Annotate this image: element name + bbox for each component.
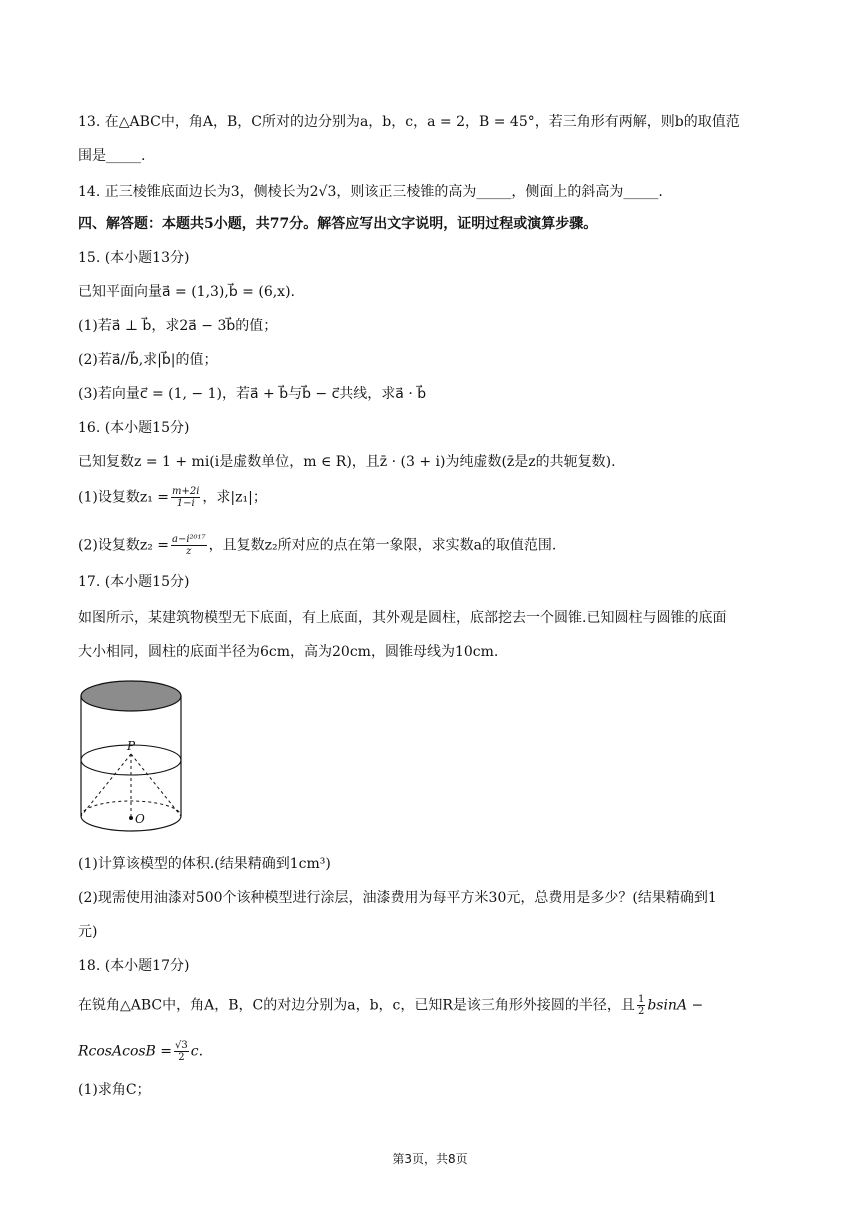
question-16-part-2	[78, 534, 556, 557]
question-18-stem-1	[78, 994, 703, 1017]
question-15-stem: 已知平面向量a⃗ = (1,3),b⃗ = (6,x).	[78, 284, 295, 300]
label-o: O	[135, 812, 145, 826]
q18-half-denominator: 2	[637, 1006, 645, 1017]
question-17-part-1: (1)计算该模型的体积.(结果精确到1cm³)	[78, 856, 331, 872]
question-16-header: 16. (本小题15分)	[78, 420, 190, 436]
section-4-heading: 四、解答题：本题共5小题，共77分。解答应写出文字说明，证明过程或演算步骤。	[78, 216, 598, 232]
q16-2-prefix: (2)设复数z₂ =	[78, 537, 169, 554]
cylinder-top-face	[81, 681, 181, 711]
question-15-part-1: (1)若a⃗ ⊥ b⃗，求2a⃗ − 3b⃗的值；	[78, 318, 278, 334]
question-15-header: 15. (本小题13分)	[78, 250, 190, 266]
cone-left-edge	[81, 754, 131, 816]
q18-stem-2-prefix: RcosAcosB =	[78, 1043, 173, 1060]
question-18-stem-2	[78, 1040, 203, 1063]
cone-right-edge	[131, 754, 181, 816]
question-17-stem-2: 大小相同，圆柱的底面半径为6cm，高为20cm，圆锥母线为10cm.	[78, 644, 499, 660]
question-13-line-1: 13. 在△ABC中，角A，B，C所对的边分别为a，b，c，a = 2，B = 45°，若三角形有两解，则b的取值范	[78, 114, 740, 130]
q18-stem-1-suffix: bsinA −	[647, 997, 704, 1014]
q16-2-fraction	[171, 534, 207, 557]
q16-1-fraction	[171, 486, 200, 509]
question-18-header: 18. (本小题17分)	[78, 958, 190, 974]
q16-1-denominator: 1−i	[176, 498, 195, 509]
q16-2-suffix: ，且复数z₂所对应的点在第一象限，求实数a的取值范围.	[208, 537, 557, 554]
q16-1-prefix: (1)设复数z₁ =	[78, 489, 169, 506]
cylinder-cone-figure	[78, 678, 190, 840]
label-p: P	[127, 739, 136, 753]
q18-sqrt3-denominator: 2	[178, 1052, 185, 1063]
question-16-part-1	[78, 486, 267, 509]
question-15-part-2: (2)若a⃗//b⃗,求|b⃗|的值；	[78, 352, 218, 368]
q18-stem-1-prefix: 在锐角△ABC中，角A，B，C的对边分别为a，b，c，已知R是该三角形外接圆的半径，且	[78, 997, 635, 1014]
q18-stem-2-suffix: c.	[190, 1043, 204, 1060]
q16-2-denominator: z	[186, 546, 192, 557]
question-17-header: 17. (本小题15分)	[78, 574, 190, 590]
question-17-part-2-line-1: (2)现需使用油漆对500个该种模型进行涂层，油漆费用为每平方米30元，总费用是多少？(结果精确到1	[78, 890, 717, 906]
question-13-line-2: 围是_____.	[78, 148, 146, 164]
question-16-stem: 已知复数z = 1 + mi(i是虚数单位，m ∈ R)，且z̄ · (3 + i)为纯虚数(z̄是z的共轭复数).	[78, 454, 616, 470]
q18-half-numerator: 1	[637, 994, 645, 1005]
page-footer: 第3页，共8页	[392, 1152, 468, 1166]
question-17-part-2-line-2: 元)	[78, 924, 98, 940]
center-point-o	[129, 816, 133, 820]
q16-1-numerator: m+2i	[172, 486, 200, 497]
q18-sqrt3-numerator: √3	[175, 1040, 188, 1051]
q18-half-fraction	[637, 994, 645, 1017]
q16-1-suffix: ，求|z₁|；	[202, 489, 267, 506]
question-15-part-3: (3)若向量c⃗ = (1, − 1)，若a⃗ + b⃗与b⃗ − c⃗共线，求a⃗ · b⃗	[78, 386, 427, 402]
q16-2-numerator: a−i²⁰¹⁷	[172, 534, 206, 545]
question-17-stem-1: 如图所示，某建筑物模型无下底面，有上底面，其外观是圆柱，底部挖去一个圆锥.已知圆柱与圆锥的底面	[78, 610, 727, 626]
question-14: 14. 正三棱锥底面边长为3，侧棱长为2√3，则该正三棱锥的高为_____，侧面上的斜高为_____.	[78, 184, 663, 200]
question-18-part-1: (1)求角C；	[78, 1082, 151, 1098]
q18-sqrt3-fraction	[174, 1040, 189, 1063]
